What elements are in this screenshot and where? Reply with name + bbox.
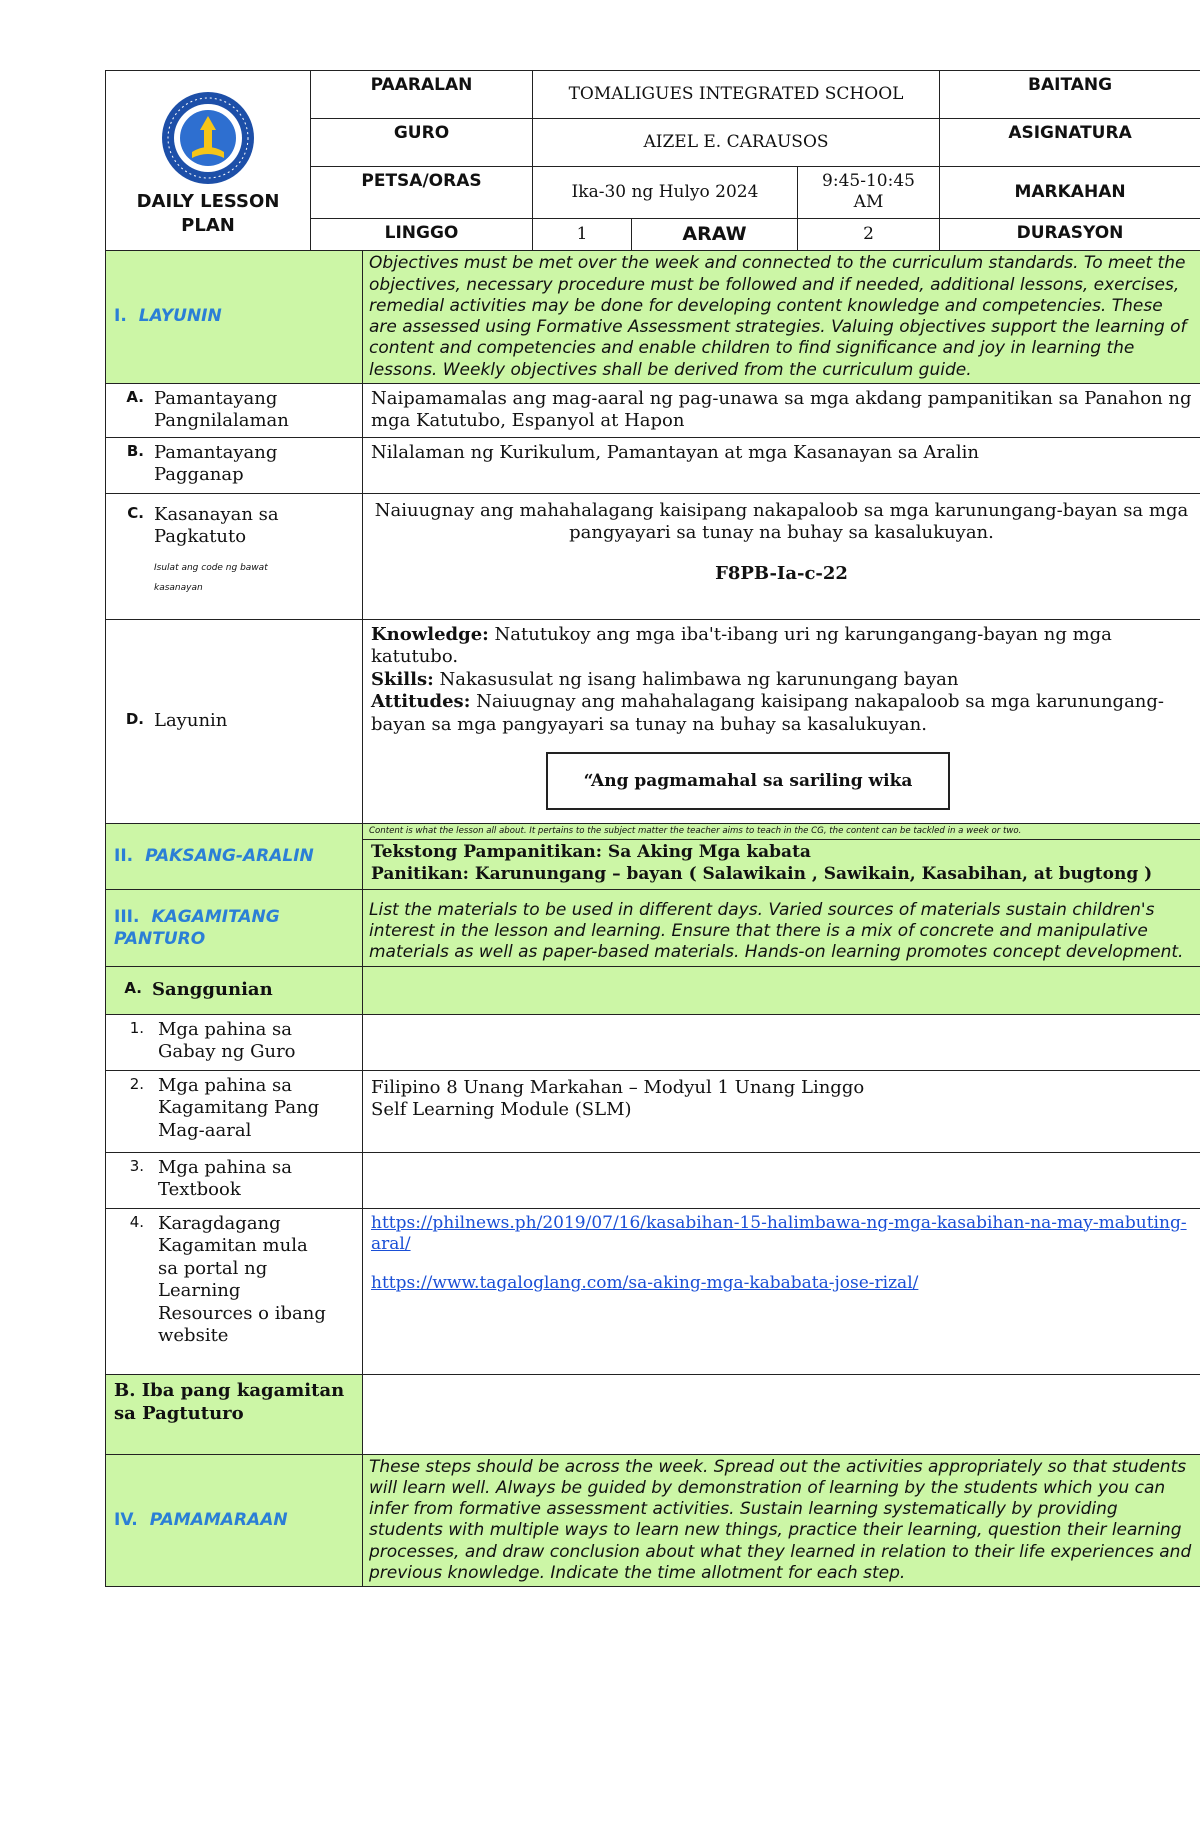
paksang-aralin-line2: Panitikan: Karunungang – bayan ( Salawikain , Sawikain, Kasabihan, at bugtong ) [371,863,1153,884]
baitang-label: BAITANG [940,71,1200,119]
karagdagang-kagamitan-value [363,1208,1200,1374]
paaralan-label: PAARALAN [311,71,533,119]
skills-label: Skills: [371,668,434,690]
pamantayang-pagganap-value: Nilalaman ng Kurikulum, Pamantayan at mga Kasanayan sa Aralin [363,437,1200,493]
sanggunian-value [363,966,1200,1014]
araw-label: ARAW [632,218,798,251]
pamamaraan-heading: IV. PAMAMARAAN [106,1454,363,1587]
gabay-guro-label: Mga pahina sa Gabay ng Guro [158,1018,296,1062]
guro-value: AIZEL E. CARAUSOS [533,119,940,167]
dlp-title-cell [106,71,311,251]
kasanayan-label: Kasanayan sa Pagkatuto [154,503,279,548]
layunin-heading [106,251,363,384]
pamantayang-pagganap-label: Pamantayang Pagganap [154,441,278,486]
gabay-guro-value [363,1014,1200,1070]
kasanayan-code: F8PB-Ia-c-22 [715,562,848,584]
karagdagang-kagamitan-label: Karagdagang Kagamitan mula sa portal ng Learning Resources o ibang website [158,1212,326,1346]
pamantayang-pangnilalaman-value: Naipamamalas ang mag-aaral ng pag-unawa sa mga akdang pampanitikan sa Panahon ng mga Katutubo, Espanyol at Hapon [363,383,1200,437]
paksang-aralin-content [363,823,1200,889]
pamamaraan-note: These steps should be across the week. Spread out the activities appropriately so that students will learn well. Always be guided by demonstration of learning by the students which you can infer from formative assessment activities. Sustain learning systematically by providing students with multiple ways to learn new things, practice their learning, question their learning processes, and draw conclusion about what they learned in relation to their life experiences and previous knowledge. Indicate the time allotment for each step. [363,1454,1200,1587]
motto-box: “Ang pagmamahal sa sariling wika [546,752,950,810]
layunin-d-cell: D. Layunin [106,619,363,823]
deped-seal-logo [160,90,256,186]
araw-value: 2 [798,218,940,251]
petsa-label: PETSA/ORAS [311,167,533,219]
paksang-aralin-title: PAKSANG-ARALIN [145,845,314,866]
linggo-label: LINGGO [311,218,533,251]
iba-pang-kagamitan-label: B. Iba pang kagamitan sa Pagtuturo [106,1374,363,1454]
linggo-value: 1 [533,218,632,251]
sanggunian-label: Sanggunian [152,978,273,1000]
kasanayan-cell: C. Kasanayan sa Pagkatuto Isulat ang code ng bawat kasanayan [106,493,363,619]
karagdagang-kagamitan-cell: 4. Karagdagang Kagamitan mula sa portal ng Learning Resources o ibang website [106,1208,363,1374]
pamantayang-pangnilalaman-label: Pamantayang Pangnilalaman [154,387,289,432]
paksang-aralin-line1: Tekstong Pampanitikan: Sa Aking Mga kabata [371,842,811,863]
paksang-aralin-note: Content is what the lesson all about. It pertains to the subject matter the teacher aims to teach in the CG, the content can be tackled in a week or two. [363,824,1200,841]
layunin-d-label: Layunin [154,710,228,731]
skills-value: Nakasusulat ng isang halimbawa ng karunungang bayan [439,668,959,690]
kagamitang-panturo-title: KAGAMITANG PANTURO [114,906,280,949]
knowledge-label: Knowledge: [371,623,489,645]
pamantayang-pangnilalaman-cell: A. Pamantayang Pangnilalaman [106,383,363,437]
attitudes-label: Attitudes: [371,691,471,713]
textbook-cell: 3. Mga pahina sa Textbook [106,1152,363,1208]
asignatura-label: ASIGNATURA [940,119,1200,167]
kagamitang-panturo-heading: III. KAGAMITANG PANTURO [106,889,363,966]
kasanayan-value-cell [363,493,1200,619]
slm-line1: Filipino 8 Unang Markahan – Modyul 1 Unang Linggo [371,1076,865,1098]
pamantayang-pagganap-cell: B. Pamantayang Pagganap [106,437,363,493]
textbook-label: Mga pahina sa Textbook [158,1156,293,1200]
lesson-plan-table [105,70,1200,1587]
philnews-link[interactable]: https://philnews.ph/2019/07/16/kasabihan-15-halimbawa-ng-mga-kasabihan-na-may-mabuting-aral/ [371,1212,1187,1254]
layunin-note: Objectives must be met over the week and connected to the curriculum standards. To meet the objectives, necessary procedure must be followed and if needed, additional lessons, exercises, remedial activities may be done for developing content knowledge and competencies. These are assessed using Formative Assessment strategies. Valuing objectives support the learning of content and competencies and enable children to find significance and joy in learning the lessons. Weekly objectives shall be derived from the curriculum guide. [363,251,1200,384]
kagamitang-mag-aaral-value [363,1070,1200,1152]
petsa-value: Ika-30 ng Hulyo 2024 [533,167,798,219]
gabay-guro-cell: 1. Mga pahina sa Gabay ng Guro [106,1014,363,1070]
layunin-d-value-cell [363,619,1200,823]
kagamitang-mag-aaral-cell: 2. Mga pahina sa Kagamitang Pang Mag-aaral [106,1070,363,1152]
layunin-num: I. [114,306,127,327]
kagamitang-panturo-note: List the materials to be used in different days. Varied sources of materials sustain children's interest in the lesson and learning. Ensure that there is a mix of concrete and manipulative materials as well as paper-based materials. Hands-on learning promotes concept development. [363,889,1200,966]
dlp-title: DAILY LESSON PLAN [136,191,280,236]
slm-line2: Self Learning Module (SLM) [371,1099,632,1120]
oras-value: 9:45-10:45 AM [798,167,940,219]
layunin-title: LAYUNIN [138,306,222,327]
sanggunian-cell: A. Sanggunian [106,966,363,1014]
kasanayan-value: Naiuugnay ang mahahalagang kaisipang nakapaloob sa mga karunungang-bayan sa mga pangyayari sa tunay na buhay sa kasalukuyan. [374,499,1189,544]
guro-label: GURO [311,119,533,167]
kagamitang-mag-aaral-label: Mga pahina sa Kagamitang Pang Mag-aaral [158,1074,320,1141]
textbook-value [363,1152,1200,1208]
kasanayan-note: Isulat ang code ng bawat kasanayan [154,562,268,593]
paksang-aralin-heading: II. PAKSANG-ARALIN [106,823,363,889]
durasyon-label: DURASYON [940,218,1200,251]
iba-pang-kagamitan-value [363,1374,1200,1454]
attitudes-value: Naiuugnay ang mahahalagang kaisipang nakapaloob sa mga karunungang-bayan sa mga pangyayari sa tunay na buhay sa kasalukuyan. [371,691,1165,735]
lesson-plan-sheet [105,70,1200,1587]
paaralan-value: TOMALIGUES INTEGRATED SCHOOL [533,71,940,119]
knowledge-value: Natutukoy ang mga iba't-ibang uri ng karungangang-bayan ng mga katutubo. [371,623,1112,668]
markahan-label: MARKAHAN [940,167,1200,219]
pamamaraan-title: PAMAMARAAN [149,1509,288,1530]
tagaloglang-link[interactable]: https://www.tagaloglang.com/sa-aking-mga-kababata-jose-rizal/ [371,1273,919,1293]
